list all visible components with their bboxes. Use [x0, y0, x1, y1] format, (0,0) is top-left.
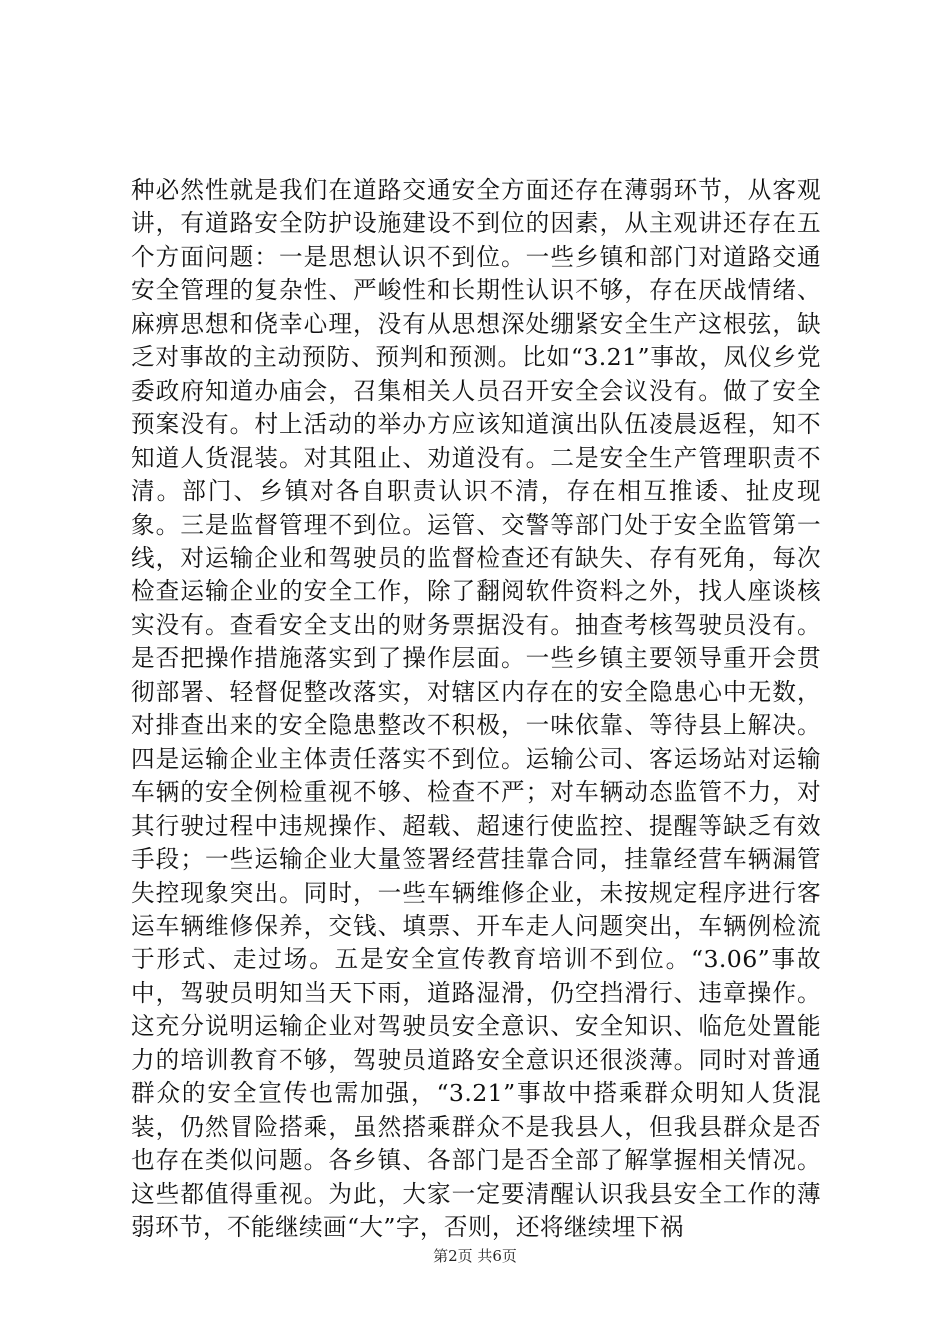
page-number-footer: 第2页 共6页: [433, 1247, 517, 1265]
body-paragraph: 种必然性就是我们在道路交通安全方面还存在薄弱环节，从客观讲，有道路安全防护设施建设不到位的因素，从主观讲还存在五个方面问题：一是思想认识不到位。一些乡镇和部门对道路交通安全管理的复杂性、严峻性和长期性认识不够，存在厌战情绪、麻痹思想和侥幸心理，没有从思想深处绷紧安全生产这根弦，缺乏对事故的主动预防、预判和预测。比如“3.21”事故，凤仪乡党委政府知道办庙会，召集相关人员召开安全会议没有。做了安全预案没有。村上活动的举办方应该知道演出队伍凌晨返程，知不知道人货混装。对其阻止、劝道没有。二是安全生产管理职责不清。部门、乡镇对各自职责认识不清，存在相互推诿、扯皮现象。三是监督管理不到位。运管、交警等部门处于安全监管第一线，对运输企业和驾驶员的监督检查还有缺失、存有死角，每次检查运输企业的安全工作，除了翻阅软件资料之外，找人座谈核实没有。查看安全支出的财务票据没有。抽查考核驾驶员没有。是否把操作措施落实到了操作层面。一些乡镇主要领导重开会贯彻部署、轻督促整改落实，对辖区内存在的安全隐患心中无数，对排查出来的安全隐患整改不积极，一味依靠、等待县上解决。四是运输企业主体责任落实不到位。运输公司、客运场站对运输车辆的安全例检重视不够、检查不严；对车辆动态监管不力，对其行驶过程中违规操作、超载、超速行使监控、提醒等缺乏有效手段；一些运输企业大量签署经营挂靠合同，挂靠经营车辆漏管失控现象突出。同时，一些车辆维修企业，未按规定程序进行客运车辆维修保养，交钱、填票、开车走人问题突出，车辆例检流于形式、走过场。五是安全宣传教育培训不到位。“3.06”事故中，驾驶员明知当天下雨，道路湿滑，仍空挡滑行、违章操作。这充分说明运输企业对驾驶员安全意识、安全知识、临危处置能力的培训教育不够，驾驶员道路安全意识还很淡薄。同时对普通群众的安全宣传也需加强，“3.21”事故中搭乘群众明知人货混装，仍然冒险搭乘，虽然搭乘群众不是我县人，但我县群众是否也存在类似问题。各乡镇、各部门是否全部了解掌握相关情况。这些都值得重视。为此，大家一定要清醒认识我县安全工作的薄弱环节，不能继续画“大”字，否则，还将继续埋下祸: [131, 176, 821, 1242]
